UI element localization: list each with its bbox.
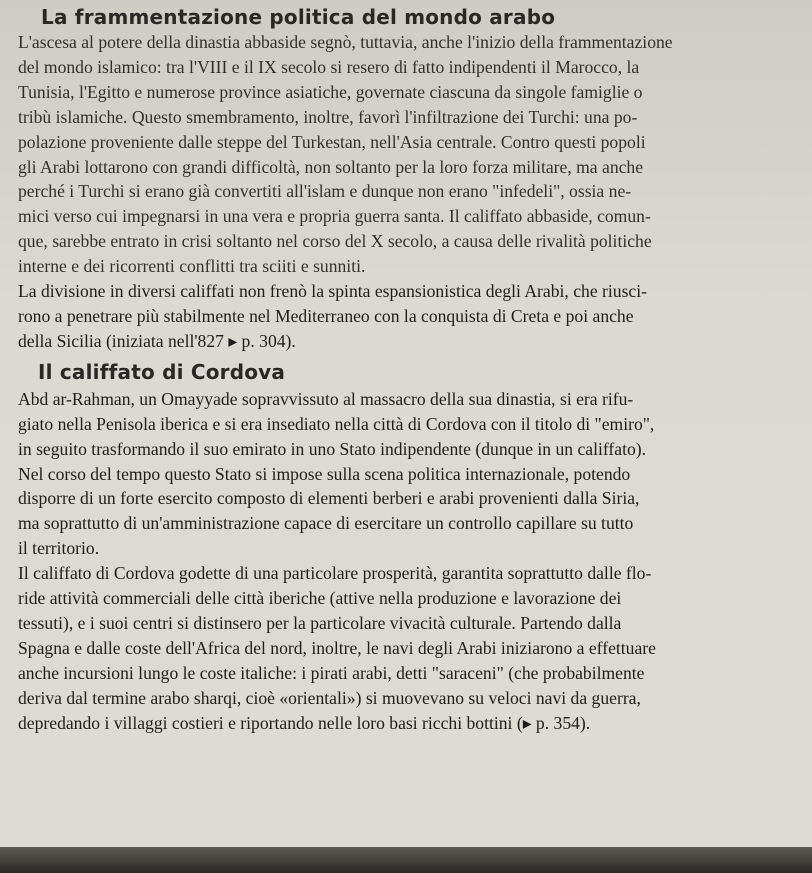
text-line: Nel corso del tempo questo Stato si impose sulla scena politica internazionale, potendo [18,463,631,484]
paragraph-abd-ar-rahman [18,387,792,561]
paragraph-divisione [18,279,792,354]
text-line: Spagna e dalle coste dell'Africa del nord, inoltre, le navi degli Arabi iniziarono a effettuare [18,637,656,658]
text-line: polazione proveniente dalle steppe del Turkestan, nell'Asia centrale. Contro questi popoli [18,131,646,152]
page-bottom-edge [0,847,812,873]
text-line: del mondo islamico: tra l'VIII e il IX secolo si resero di fatto indipendenti il Marocco, la [18,56,640,77]
text-line: giato nella Penisola iberica e si era insediato nella città di Cordova con il titolo di "emiro", [18,413,655,434]
text-line: mici verso cui impegnarsi in una vera e propria guerra santa. Il califfato abbaside, comun- [18,206,651,227]
section-title-cordova: Il califfato di Cordova [38,359,286,384]
text-line: gli Arabi lottarono con grandi difficoltà, non soltanto per la loro forza militare, ma anche [18,156,644,177]
text-line: Il califfato di Cordova godette di una particolare prosperità, garantita soprattutto dalle flo- [18,563,652,584]
text-line: disporre di un forte esercito composto di elementi berberi e arabi provenienti dalla Siria, [18,488,640,509]
text-line: perché i Turchi si erano già convertiti all'islam e dunque non erano "infedeli", ossia ne- [18,181,632,202]
text-line: ma soprattutto di un'amministrazione capace di esercitare un controllo capillare su tutto [18,513,634,534]
text-line: rono a penetrare più stabilmente nel Mediterraneo con la conquista di Creta e poi anche [18,305,634,326]
paragraph-frammentazione [18,30,792,279]
text-line: que, sarebbe entrato in crisi soltanto nel corso del X secolo, a causa delle rivalità politiche [18,231,652,252]
text-line: Abd ar-Rahman, un Omayyade sopravvissuto al massacro della sua dinastia, si era rifu- [18,388,634,409]
text-line: depredando i villaggi costieri e riportando nelle loro basi ricchi bottini (▸ p. 354). [18,712,591,733]
text-line: Tunisia, l'Egitto e numerose province asiatiche, governate ciascuna da singole famiglie o [18,81,643,102]
text-line: L'ascesa al potere della dinastia abbaside segnò, tuttavia, anche l'inizio della frammentazione [18,32,673,52]
text-line: tribù islamiche. Questo smembramento, inoltre, favorì l'infiltrazione dei Turchi: una po- [18,106,638,127]
paragraph-prosperita [18,561,792,735]
text-line: in seguito trasformando il suo emirato in uno Stato indipendente (dunque in un califfato). [18,438,647,459]
section-title-frammentazione: La frammentazione politica del mondo arabo [41,5,556,29]
text-line: interne e dei ricorrenti conflitti tra sciiti e sunniti. [18,256,366,277]
text-line: il territorio. [18,538,100,559]
text-line: anche incursioni lungo le coste italiche: i pirati arabi, detti "saraceni" (che probabilmente [18,662,645,683]
text-line: La divisione in diversi califfati non frenò la spinta espansionistica degli Arabi, che riusci- [18,281,647,302]
text-line: tessuti), e i suoi centri si distinsero per la particolare vivacità culturale. Partendo dalla [18,612,622,633]
text-line: deriva dal termine arabo sharqi, cioè «orientali») si muovevano su veloci navi da guerra, [18,687,641,708]
text-line: ride attività commerciali delle città iberiche (attive nella produzione e lavorazione dei [18,588,622,609]
text-line: della Sicilia (iniziata nell'827 ▸ p. 304). [18,330,296,351]
